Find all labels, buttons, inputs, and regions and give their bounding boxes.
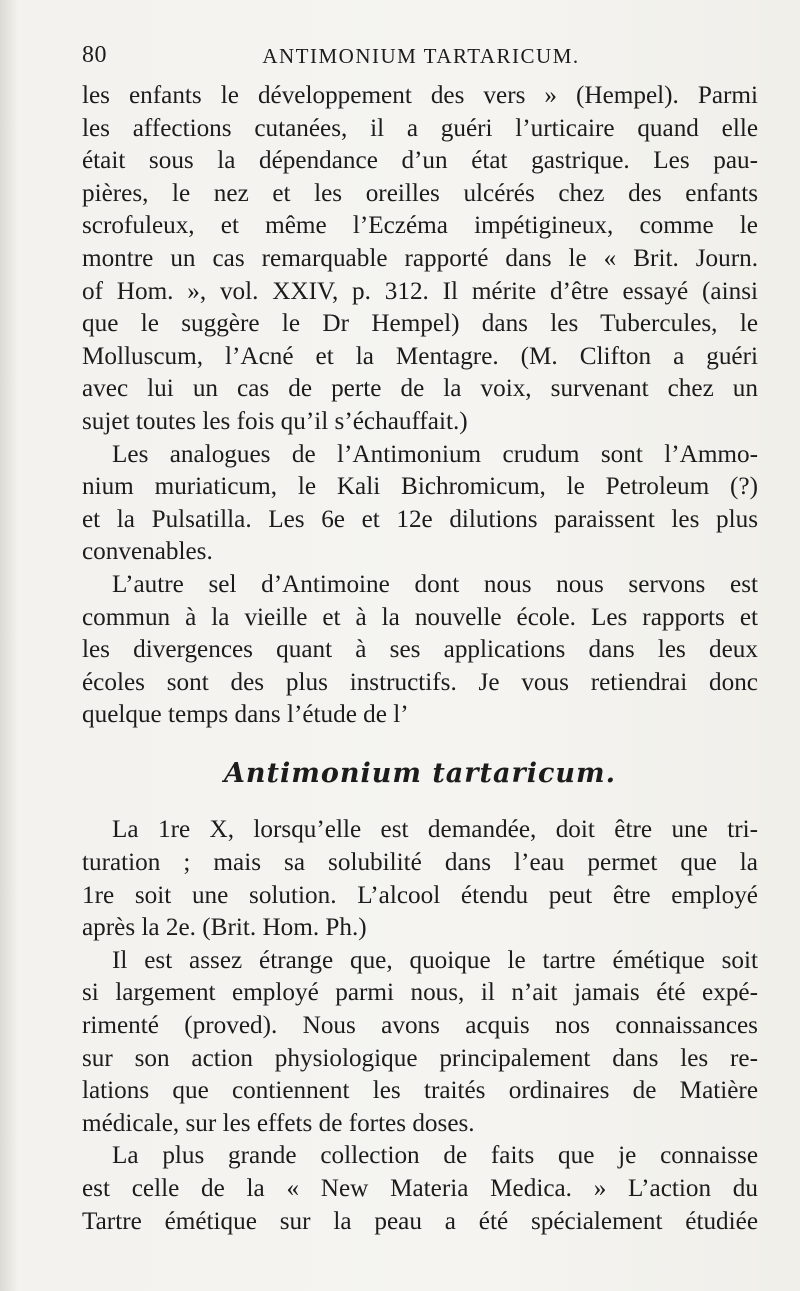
text-line: commun à la vieille et à la nouvelle école. Les rapports et [82, 603, 758, 631]
page-header [82, 42, 760, 76]
running-title: ANTIMONIUM TARTARICUM. [262, 44, 580, 68]
text-line: nium muriaticum, le Kali Bichromicum, le Petroleum (?) [82, 473, 758, 501]
paragraph-5 [82, 945, 758, 1141]
text-line: si largement employé parmi nous, il n’ait jamais été expé- [82, 979, 758, 1007]
text-line: montre un cas remarquable rapporté dans le « Brit. Journ. [82, 244, 758, 272]
text-line: 1re soit une solution. L’alcool étendu peut être employé [82, 881, 758, 909]
text-line: La 1re X, lorsqu’elle est demandée, doit être une tri- [112, 816, 758, 844]
paragraph-4 [82, 814, 758, 944]
text-line: après la 2e. (Brit. Hom. Ph.) [82, 914, 367, 942]
text-line: L’autre sel d’Antimoine dont nous nous servons est [112, 570, 758, 598]
page-number: 80 [82, 42, 107, 68]
text-line: convenables. [82, 538, 213, 566]
text-line: médicale, sur les effets de fortes doses. [82, 1109, 475, 1137]
text-line: les affections cutanées, il a guéri l’urticaire quand elle [82, 114, 758, 142]
text-line: avec lui un cas de perte de la voix, survenant chez un [82, 375, 758, 403]
text-line: turation ; mais sa solubilité dans l’eau permet que la [82, 849, 758, 877]
text-line: Molluscum, l’Acné et la Mentagre. (M. Clifton a guéri [82, 342, 758, 370]
text-line: écoles sont des plus instructifs. Je vous retiendrai donc [82, 668, 758, 696]
text-line: que le suggère le Dr Hempel) dans les Tubercules, le [82, 310, 758, 338]
body-text [82, 80, 758, 1238]
paragraph-2 [82, 439, 758, 569]
text-line: of Hom. », vol. XXIV, p. 312. Il mérite d’être essayé (ainsi [82, 277, 758, 305]
text-line: est celle de la « New Materia Medica. » L’action du [82, 1175, 758, 1202]
text-line: les divergences quant à ses applications dans les deux [82, 636, 758, 664]
text-line: La plus grande collection de faits que je connaisse [112, 1142, 758, 1170]
text-line: lations que contiennent les traités ordinaires de Matière [82, 1077, 758, 1105]
text-line: Il est assez étrange que, quoique le tartre émétique soit [112, 946, 758, 974]
text-line: les enfants le développement des vers » (Hempel). Parmi [82, 82, 758, 109]
paragraph-3 [82, 569, 758, 732]
text-line: sujet toutes les fois qu’il s’échauffait.) [82, 407, 468, 435]
text-line: Tartre émétique sur la peau a été spécialement étudiée [82, 1207, 758, 1235]
text-line: scrofuleux, et même l’Eczéma impétigineux, comme le [82, 212, 758, 240]
text-line: sur son action physiologique principalement dans les re- [82, 1044, 758, 1072]
paragraph-6 [82, 1140, 758, 1238]
text-line: quelque temps dans l’étude de l’ [82, 701, 409, 729]
section-heading: Antimonium tartaricum. [223, 757, 617, 789]
text-line: et la Pulsatilla. Les 6e et 12e dilutions paraissent les plus [82, 505, 758, 533]
text-line: rimenté (proved). Nous avons acquis nos connaissances [82, 1012, 758, 1040]
text-line: pières, le nez et les oreilles ulcérés chez des enfants [82, 179, 758, 207]
text-line: Les analogues de l’Antimonium crudum sont l’Ammo- [112, 440, 758, 468]
text-line: était sous la dépendance d’un état gastrique. Les pau- [82, 147, 758, 175]
paragraph-1 [82, 80, 758, 439]
